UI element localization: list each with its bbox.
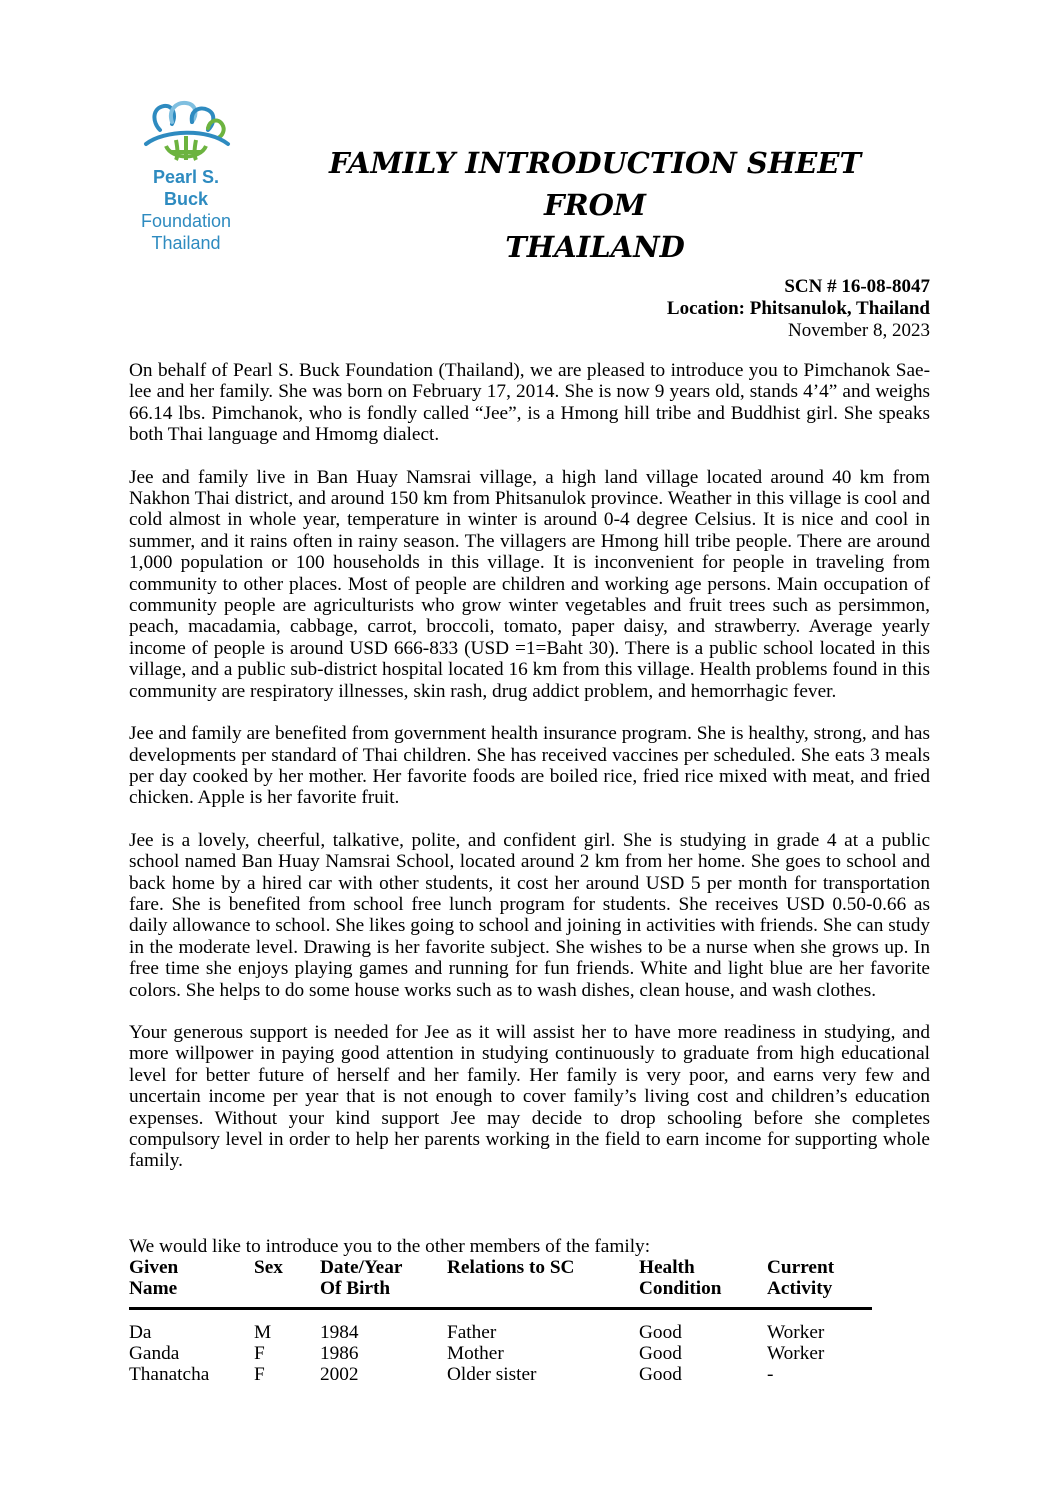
introduction-body [129,360,930,1193]
member-birth-year: 1984 [320,1322,359,1343]
member-name: Thanatcha [129,1364,210,1385]
member-health: Good [639,1322,682,1343]
sheet-metadata [667,276,930,342]
paragraph-village: Jee and family live in Ban Huay Namsrai village, a high land village located around 40 km from Nakhon Thai district, and around 150 km from Phitsanulok province. Weather in this village is cool and cold almost in whole year, temperature in winter is around 0-4 degree Celsius. It is nice and cool in summer, and it rains often in rainy season. The villagers are Hmong hill tribe people. There are around 1,000 population or 100 households in this village. It is inconvenient for people in traveling from community to other places. Most of people are children and working age persons. Main occupation of community people are agriculturists who grow winter vegetables and fruit trees such as persimmon, peach, macadamia, cabbage, carrot, broccoli, tomato, paper daisy, and strawberry. Average yearly income of people is around USD 666-833 (USD =1=Baht 30). There is a public school located in this village, and a public sub-district hospital located 16 km from this village. Health problems found in this community are respiratory illnesses, skin rash, drug addict problem, and hemorrhagic fever. [129,466,930,702]
member-sex: F [254,1364,265,1385]
table-header-row [129,1257,872,1309]
logo-brand-name: Pearl S. Buck [152,167,220,209]
logo-country-text: Thailand [151,233,221,253]
paragraph-health: Jee and family are benefited from government health insurance program. She is healthy, strong, and has developments per standard of Thai children. She has received vaccines per scheduled. She eats 3 meals per day cooked by her mother. Her favorite foods are boiled rice, fried rice mixed with meat, and fried chicken. Apple is her favorite fruit. [129,723,930,809]
header-sex: Sex [254,1257,320,1309]
table-row [129,1309,872,1344]
member-birth-year: 2002 [320,1364,359,1385]
location: Location: Phitsanulok, Thailand [666,298,930,319]
member-sex: F [254,1343,265,1364]
title-line-2: FROM [543,188,647,222]
member-activity: Worker [767,1343,825,1364]
table-row [129,1364,872,1385]
member-health: Good [639,1364,682,1385]
header-birth-year: Date/Year Of Birth [320,1257,447,1309]
sheet-date: November 8, 2023 [788,320,930,341]
member-relation: Father [447,1322,497,1343]
header-health: Health Condition [639,1257,767,1309]
header-relation: Relations to SC [447,1257,639,1309]
table-row [129,1343,872,1364]
member-activity: Worker [767,1322,825,1343]
logo-foundation-text: Foundation [140,211,232,231]
document-title [300,142,890,268]
header-given-name: Given Name [129,1257,254,1309]
member-relation: Mother [447,1343,504,1364]
member-birth-year: 1986 [320,1343,359,1364]
header-activity: Current Activity [767,1257,872,1309]
member-health: Good [639,1343,682,1364]
member-sex: M [254,1322,272,1343]
paragraph-introduction: On behalf of Pearl S. Buck Foundation (Thailand), we are pleased to introduce you to Pimchanok Sae-lee and her family. She was born on February 17, 2014. She is now 9 years old, stands 4’4” and weighs 66.14 lbs. Pimchanok, who is fondly called “Jee”, is a Hmong hill tribe and Buddhist girl. She speaks both Thai language and Hmomg dialect. [129,360,930,446]
paragraph-support-appeal: Your generous support is needed for Jee as it will assist her to have more readiness in studying, and more willpower in paying good attention in studying continuously to graduate from high educational level for better future of herself and her family. Her family is very poor, and earns very few and uncertain income per year that is not enough to cover family’s living cost and children’s education expenses. Without your kind support Jee may decide to drop schooling before she completes compulsory level in order to help her parents working in the field to earn income for supporting whole family. [129,1021,930,1172]
foundation-logo [130,100,242,254]
family-globe-icon [138,100,234,162]
family-members-section [129,1236,874,1385]
paragraph-education: Jee is a lovely, cheerful, talkative, polite, and confident girl. She is studying in grade 4 at a public school named Ban Huay Namsrai School, located around 2 km from her home. She goes to school and back home by a hired car with other students, it cost her around USD 5 per month for transportation fare. She is benefited from school free lunch program for students. She receives USD 0.50-0.66 as daily allowance to school. She likes going to school and joining in activities with friends. She can study in the moderate level. Drawing is her favorite subject. She wishes to be a nurse when she grows up. In free time she enjoys playing games and running for fun friends. White and light blue are her favorite colors. She helps to do some house works such as to wash dishes, clean house, and wash clothes. [129,829,930,1001]
member-activity: - [767,1364,774,1385]
member-name: Ganda [129,1343,180,1364]
title-line-3: THAILAND [505,230,685,264]
family-members-table [129,1257,872,1385]
members-intro: We would like to introduce you to the other members of the family: [129,1236,651,1257]
title-line-1: FAMILY INTRODUCTION SHEET [328,146,862,180]
member-relation: Older sister [447,1364,537,1385]
member-name: Da [129,1322,152,1343]
scn-number: SCN # 16-08-8047 [784,276,930,297]
